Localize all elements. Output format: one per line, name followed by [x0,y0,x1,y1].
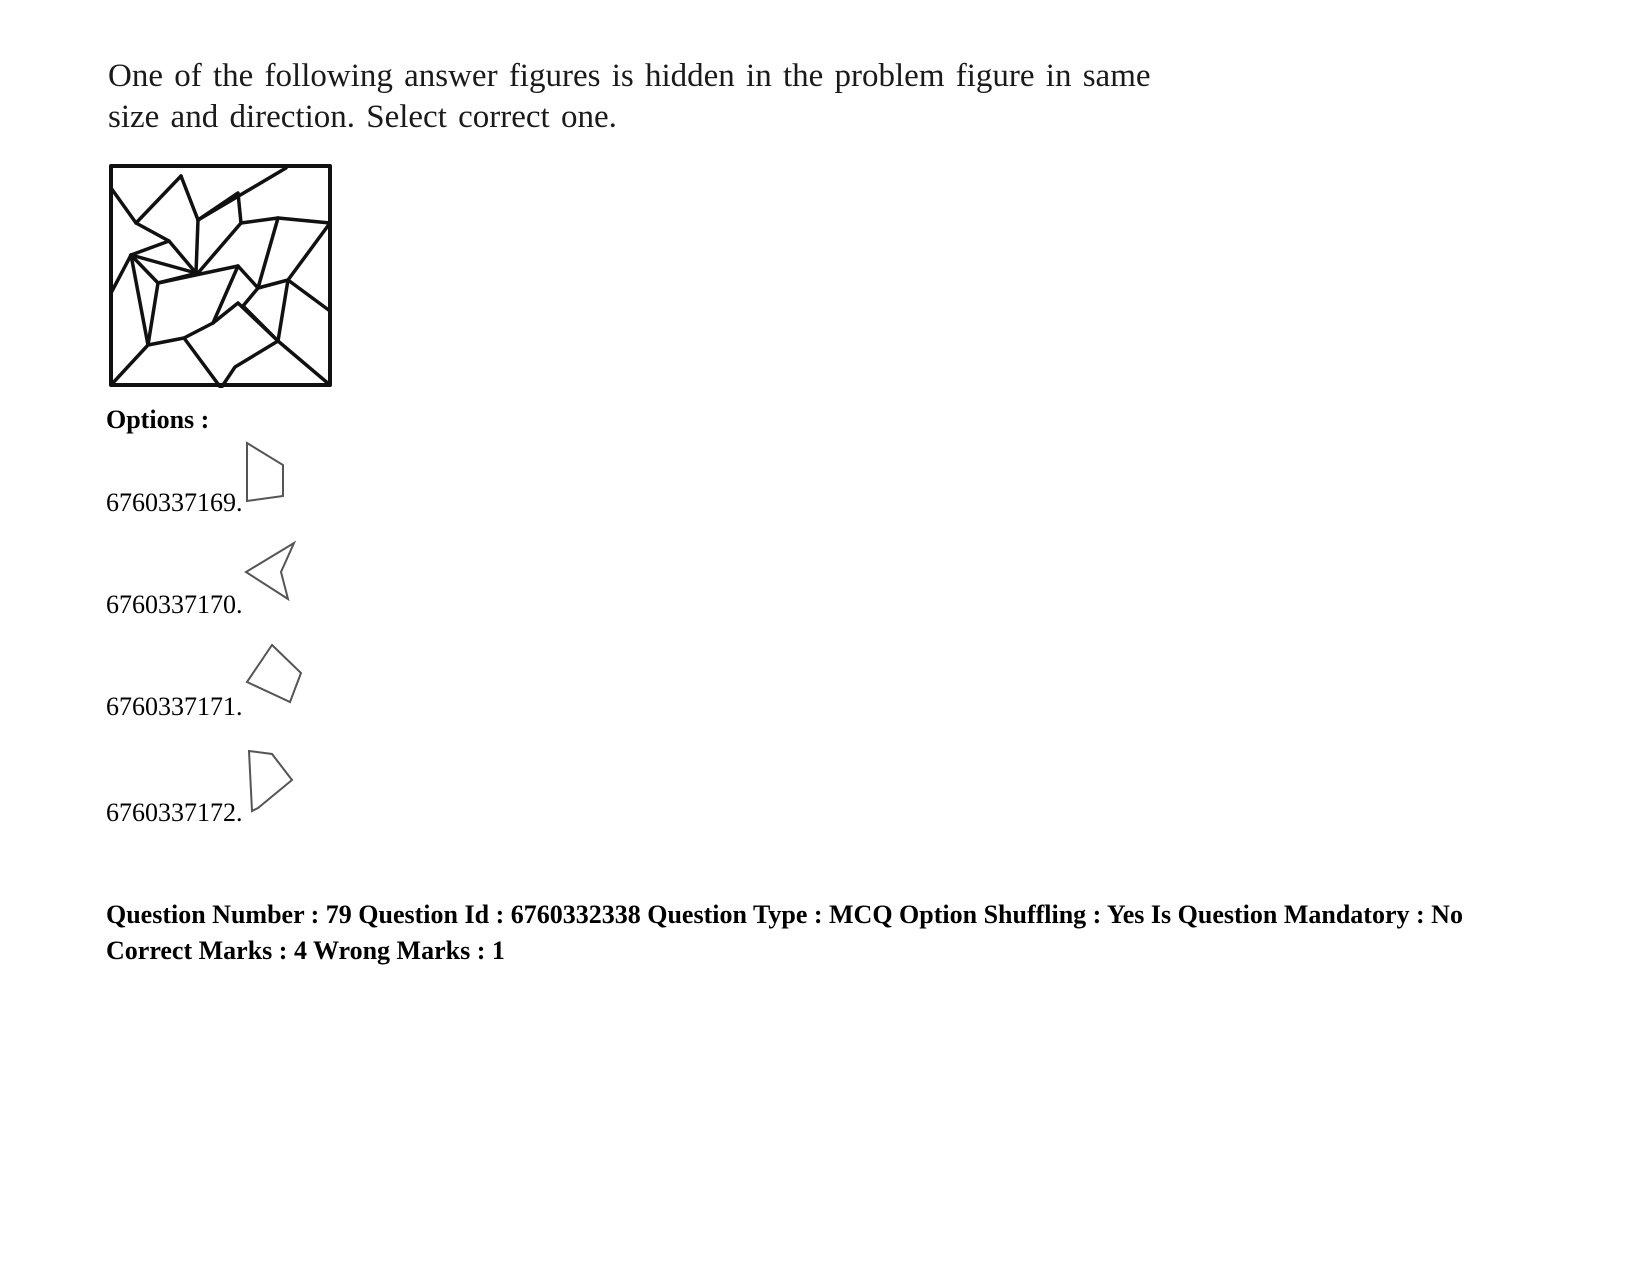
question-metadata [106,897,1463,969]
option-2-number: 6760337170. [106,590,243,619]
problem-figure-icon [108,163,333,388]
trapezoid-shape-icon [243,440,293,504]
question-line-1: One of the following answer figures is hidden in the problem figure in same [108,58,1151,94]
tilted-quadrilateral-shape-icon [244,642,308,708]
option-4-number: 6760337172. [106,798,243,827]
metadata-line-1: Question Number : 79 Question Id : 6760332338 Question Type : MCQ Option Shuffling : Yes Is Question Mandatory : No [106,900,1463,929]
arrowhead-shape-icon [243,540,303,602]
pentagon-shape-icon [246,748,300,814]
option-1-number: 6760337169. [106,488,243,517]
question-line-2: size and direction. Select correct one. [108,99,617,135]
option-3-number: 6760337171. [106,692,243,721]
question-text [108,56,1208,138]
metadata-line-2: Correct Marks : 4 Wrong Marks : 1 [106,936,505,965]
options-label: Options : [106,405,210,434]
